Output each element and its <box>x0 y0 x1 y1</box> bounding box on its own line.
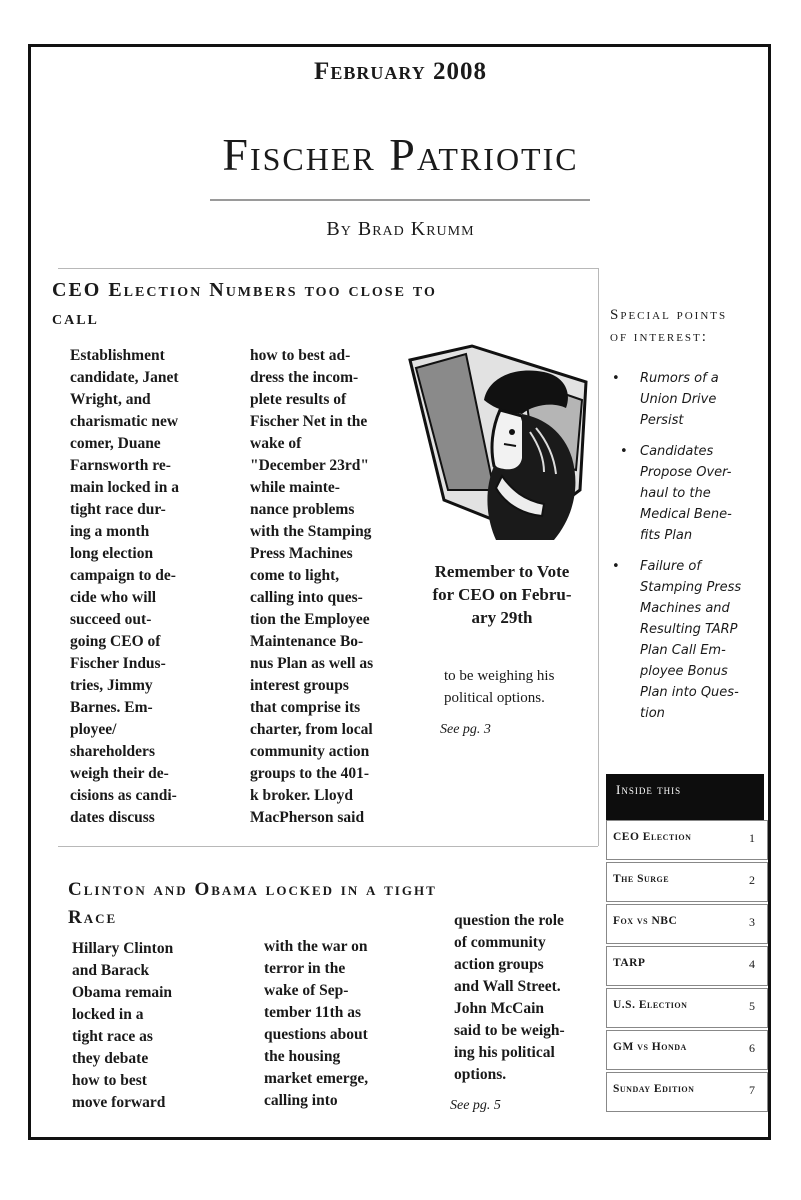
text-line: Maintenance Bo- <box>250 633 364 650</box>
story2-continuation[interactable]: See pg. 5 <box>450 1098 501 1113</box>
text-line: questions about <box>264 1026 368 1043</box>
toc-page: 3 <box>749 915 755 929</box>
point-line: ployee Bonus <box>640 664 728 679</box>
text-line: Fischer Net in the <box>250 413 368 430</box>
toc-page: 1 <box>749 831 755 845</box>
text-line: come to light, <box>250 567 340 584</box>
story1-column1 <box>70 345 240 829</box>
story2-column1 <box>72 938 242 1114</box>
text-line: calling into <box>264 1092 338 1109</box>
caption-line: for CEO on Febru- <box>432 585 572 604</box>
toc-label: U.S. Election <box>613 999 688 1011</box>
text-line: tember 11th as <box>264 1004 362 1021</box>
issue-date: February 2008 <box>314 58 487 85</box>
toc-label: GM vs Honda <box>613 1041 687 1053</box>
text-line: nus Plan as well as <box>250 655 374 672</box>
point-line: Propose Over- <box>640 465 732 480</box>
story2-headline-line1: Clinton and Obama locked in a tight <box>68 879 437 900</box>
text-line: interest groups <box>250 677 349 694</box>
story2-column3 <box>454 910 604 1086</box>
text-line: tight race as <box>72 1028 153 1045</box>
text-line: candidate, Janet <box>70 369 179 386</box>
point-line: Resulting TARP <box>640 622 738 637</box>
text-line: to be weighing his <box>444 668 555 684</box>
point-line: Plan into Ques- <box>640 685 739 700</box>
text-line: options. <box>454 1066 507 1083</box>
special-point-item <box>612 556 762 724</box>
bullet-icon: • <box>612 371 620 386</box>
point-line: Medical Bene- <box>640 507 732 522</box>
table-of-contents <box>606 820 768 1118</box>
text-line: said to be weigh- <box>454 1022 565 1039</box>
special-point-item <box>612 368 762 431</box>
text-line: while mainte- <box>250 479 340 496</box>
special-points-list <box>612 368 762 728</box>
toc-row[interactable] <box>606 820 768 860</box>
text-line: locked in a <box>72 1006 144 1023</box>
text-line: tight race dur- <box>70 501 166 518</box>
text-line: how to best ad- <box>250 347 351 364</box>
text-line: market emerge, <box>264 1070 369 1087</box>
toc-label: Fox vs NBC <box>613 915 678 927</box>
toc-row[interactable] <box>606 988 768 1028</box>
point-line: Plan Call Em- <box>640 643 726 658</box>
text-line: groups to the 401- <box>250 765 369 782</box>
bullet-icon: • <box>620 444 628 459</box>
toc-label: TARP <box>613 957 646 969</box>
toc-page: 4 <box>749 957 755 971</box>
toc-row[interactable] <box>606 862 768 902</box>
text-line: Press Machines <box>250 545 353 562</box>
text-line: how to best <box>72 1072 147 1089</box>
text-line: tries, Jimmy <box>70 677 153 694</box>
text-line: Obama remain <box>72 984 173 1001</box>
story1-column2 <box>250 345 410 829</box>
text-line: wake of <box>250 435 302 452</box>
inside-this-issue-heading: Inside this <box>606 774 764 820</box>
text-line: Wright, and <box>70 391 151 408</box>
text-line: shareholders <box>70 743 155 760</box>
text-line: nance problems <box>250 501 355 518</box>
heading-line: of interest: <box>610 329 708 345</box>
text-line: weigh their de- <box>70 765 169 782</box>
text-line: dates discuss <box>70 809 155 826</box>
text-line: charter, from local <box>250 721 373 738</box>
point-line: Persist <box>640 413 684 428</box>
text-line: comer, Duane <box>70 435 161 452</box>
byline: By Brad Krumm <box>326 218 475 240</box>
text-line: and Barack <box>72 962 150 979</box>
text-line: main locked in a <box>70 479 179 496</box>
story-top-rule <box>58 268 598 269</box>
text-line: they debate <box>72 1050 149 1067</box>
text-line: k broker. Lloyd <box>250 787 353 804</box>
toc-row[interactable] <box>606 946 768 986</box>
newsletter-title: Fischer Patriotic <box>222 129 579 180</box>
woodcut-figure-icon <box>404 340 594 550</box>
toc-page: 7 <box>749 1083 755 1097</box>
text-line: ployee/ <box>70 721 117 738</box>
caption-line: ary 29th <box>471 608 533 627</box>
image-caption <box>412 560 592 629</box>
toc-label: CEO Election <box>613 831 692 843</box>
text-line: terror in the <box>264 960 346 977</box>
text-line: with the war on <box>264 938 368 955</box>
text-line: wake of Sep- <box>264 982 349 999</box>
text-line: community action <box>250 743 370 760</box>
text-line: campaign to de- <box>70 567 176 584</box>
text-line: question the role <box>454 912 564 929</box>
text-line: Hillary Clinton <box>72 940 174 957</box>
point-line: tion <box>640 706 665 721</box>
story2-column2 <box>264 936 434 1112</box>
point-line: Candidates <box>640 444 714 459</box>
text-line: with the Stamping <box>250 523 372 540</box>
text-line: move forward <box>72 1094 166 1111</box>
point-line: Failure of <box>640 559 701 574</box>
text-line: action groups <box>454 956 544 973</box>
story-divider <box>58 846 598 847</box>
point-line: haul to the <box>640 486 711 501</box>
story1-headline-line1: CEO Election Numbers too close to <box>52 279 437 301</box>
masthead-rule <box>210 199 590 201</box>
column-divider <box>598 268 599 846</box>
point-line: Stamping Press <box>640 580 742 595</box>
text-line: Farnsworth re- <box>70 457 171 474</box>
text-line: succeed out- <box>70 611 152 628</box>
caption-line: Remember to Vote <box>434 562 570 581</box>
story1-headline <box>52 276 612 332</box>
toc-label: The Surge <box>613 873 670 885</box>
story1-headline-line2: call <box>52 307 99 329</box>
text-line: and Wall Street. <box>454 978 561 995</box>
special-points-heading <box>610 304 770 348</box>
text-line: cide who will <box>70 589 157 606</box>
text-line: long election <box>70 545 154 562</box>
text-line: Barnes. Em- <box>70 699 153 716</box>
text-line: tion the Employee <box>250 611 370 628</box>
toc-page: 6 <box>749 1041 755 1055</box>
text-line: charismatic new <box>70 413 179 430</box>
text-line: going CEO of <box>70 633 161 650</box>
bullet-icon: • <box>612 559 620 574</box>
toc-row[interactable] <box>606 904 768 944</box>
story1-column3 <box>444 665 594 709</box>
heading-line: Special points <box>610 307 728 323</box>
text-line: that comprise its <box>250 699 361 716</box>
text-line: dress the incom- <box>250 369 359 386</box>
text-line: ing a month <box>70 523 150 540</box>
text-line: Establishment <box>70 347 165 364</box>
toc-row[interactable] <box>606 1072 768 1112</box>
toc-page: 2 <box>749 873 755 887</box>
text-line: political options. <box>444 690 545 706</box>
text-line: calling into ques- <box>250 589 363 606</box>
text-line: MacPherson said <box>250 809 365 826</box>
point-line: Machines and <box>640 601 730 616</box>
special-point-item <box>612 441 762 546</box>
point-line: Rumors of a <box>640 371 719 386</box>
toc-label: Sunday Edition <box>613 1083 695 1095</box>
text-line: John McCain <box>454 1000 544 1017</box>
text-line: of community <box>454 934 546 951</box>
story2-headline-line2: Race <box>68 907 118 928</box>
text-line: plete results of <box>250 391 347 408</box>
text-line: cisions as candi- <box>70 787 177 804</box>
text-line: "December 23rd" <box>250 457 369 474</box>
story1-continuation[interactable]: See pg. 3 <box>440 722 491 737</box>
toc-page: 5 <box>749 999 755 1013</box>
text-line: Fischer Indus- <box>70 655 166 672</box>
text-line: ing his political <box>454 1044 555 1061</box>
toc-row[interactable] <box>606 1030 768 1070</box>
point-line: fits Plan <box>640 528 693 543</box>
point-line: Union Drive <box>640 392 717 407</box>
text-line: the housing <box>264 1048 341 1065</box>
